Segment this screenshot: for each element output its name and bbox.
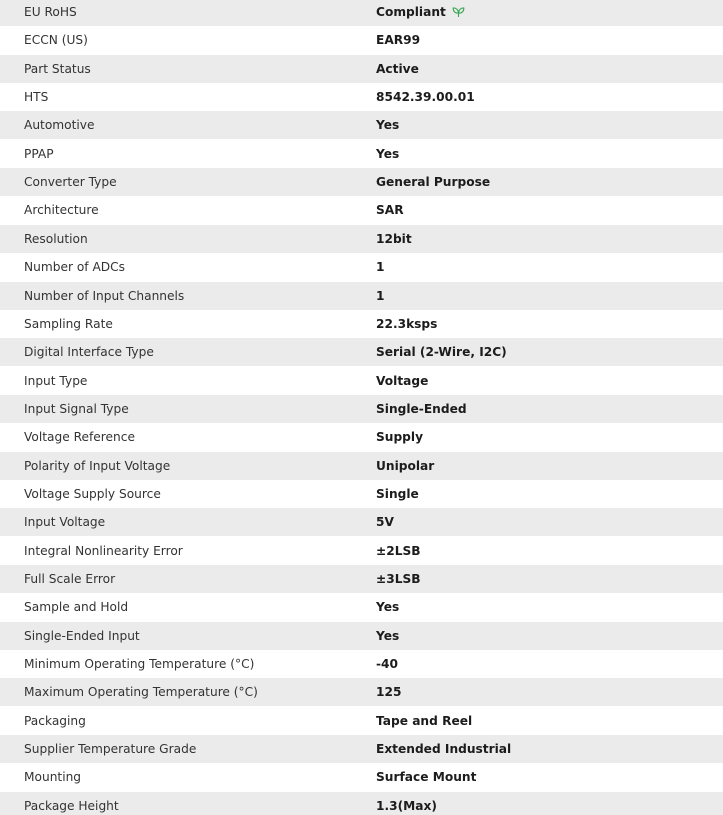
spec-name: Polarity of Input Voltage bbox=[24, 459, 171, 473]
spec-value-text: 12bit bbox=[376, 232, 412, 246]
spec-value bbox=[376, 657, 398, 671]
spec-value bbox=[376, 175, 490, 189]
spec-value-text: 125 bbox=[376, 685, 402, 699]
spec-value bbox=[376, 600, 399, 614]
spec-value-text: -40 bbox=[376, 657, 399, 671]
spec-name: Sampling Rate bbox=[24, 317, 113, 331]
spec-value-text: Yes bbox=[376, 600, 400, 614]
spec-row bbox=[0, 367, 723, 395]
spec-value bbox=[376, 62, 419, 76]
spec-value-text: 5V bbox=[376, 515, 394, 529]
spec-value-text: General Purpose bbox=[376, 175, 491, 189]
spec-value bbox=[376, 118, 399, 132]
spec-row bbox=[0, 253, 723, 281]
spec-value bbox=[376, 515, 394, 529]
spec-name: Number of Input Channels bbox=[24, 289, 185, 303]
spec-name: Part Status bbox=[24, 62, 91, 76]
spec-value bbox=[376, 430, 423, 444]
spec-row bbox=[0, 111, 723, 139]
spec-value-text: Yes bbox=[376, 147, 400, 161]
spec-row bbox=[0, 140, 723, 168]
spec-value-text: 1 bbox=[376, 260, 385, 274]
spec-row bbox=[0, 225, 723, 253]
spec-value-text: ±2LSB bbox=[376, 544, 421, 558]
spec-name: Number of ADCs bbox=[24, 260, 126, 274]
spec-value bbox=[376, 487, 419, 501]
spec-row bbox=[0, 395, 723, 423]
spec-name: Full Scale Error bbox=[24, 572, 116, 586]
spec-value bbox=[376, 685, 401, 699]
spec-row bbox=[0, 26, 723, 54]
spec-name: Automotive bbox=[24, 118, 95, 132]
spec-row bbox=[0, 763, 723, 791]
spec-name: Sample and Hold bbox=[24, 600, 129, 614]
spec-value bbox=[376, 374, 428, 388]
spec-value bbox=[376, 260, 384, 274]
spec-row bbox=[0, 0, 723, 26]
spec-row bbox=[0, 55, 723, 83]
spec-value-text: Unipolar bbox=[376, 459, 435, 473]
spec-value bbox=[376, 33, 420, 47]
spec-value-text: 1.3(Max) bbox=[376, 799, 437, 813]
spec-value bbox=[376, 742, 511, 756]
spec-row bbox=[0, 83, 723, 111]
spec-value bbox=[376, 345, 507, 359]
spec-row bbox=[0, 480, 723, 508]
spec-name: Voltage Reference bbox=[24, 430, 135, 444]
spec-name: Minimum Operating Temperature (°C) bbox=[24, 657, 255, 671]
spec-row bbox=[0, 196, 723, 224]
spec-name: Maximum Operating Temperature (°C) bbox=[24, 685, 258, 699]
spec-value-text: Surface Mount bbox=[376, 770, 477, 784]
spec-value bbox=[376, 289, 384, 303]
spec-name: Input Voltage bbox=[24, 515, 106, 529]
spec-row bbox=[0, 310, 723, 338]
spec-name: Single-Ended Input bbox=[24, 629, 140, 643]
spec-name: Package Height bbox=[24, 799, 119, 813]
spec-row bbox=[0, 508, 723, 536]
spec-row bbox=[0, 423, 723, 451]
spec-value-text: 22.3ksps bbox=[376, 317, 438, 331]
spec-name: Input Signal Type bbox=[24, 402, 129, 416]
spec-value-text: 1 bbox=[376, 289, 385, 303]
spec-name: Architecture bbox=[24, 203, 99, 217]
spec-name: PPAP bbox=[24, 147, 54, 161]
spec-name: ECCN (US) bbox=[24, 33, 88, 47]
spec-value bbox=[376, 799, 437, 813]
spec-row bbox=[0, 735, 723, 763]
spec-name: Supplier Temperature Grade bbox=[24, 742, 197, 756]
spec-name: Resolution bbox=[24, 232, 88, 246]
spec-row bbox=[0, 452, 723, 480]
spec-value bbox=[376, 544, 421, 558]
spec-row bbox=[0, 678, 723, 706]
spec-row bbox=[0, 168, 723, 196]
spec-value bbox=[376, 90, 475, 104]
spec-name: Converter Type bbox=[24, 175, 117, 189]
spec-row bbox=[0, 593, 723, 621]
spec-name: Input Type bbox=[24, 374, 88, 388]
spec-value-text: Single bbox=[376, 487, 419, 501]
spec-value bbox=[376, 5, 465, 19]
spec-value-text: 8542.39.00.01 bbox=[376, 90, 475, 104]
spec-value-text: Yes bbox=[376, 118, 400, 132]
spec-value-text: Yes bbox=[376, 629, 400, 643]
spec-value bbox=[376, 714, 472, 728]
spec-value bbox=[376, 147, 399, 161]
spec-row bbox=[0, 565, 723, 593]
spec-value-text: ±3LSB bbox=[376, 572, 421, 586]
spec-value-text: Compliant bbox=[376, 5, 446, 19]
spec-row bbox=[0, 282, 723, 310]
spec-name: Mounting bbox=[24, 770, 82, 784]
spec-value-text: Serial (2-Wire, I2C) bbox=[376, 345, 507, 359]
leaf-icon bbox=[452, 6, 465, 18]
spec-value-text: Voltage bbox=[376, 374, 429, 388]
spec-value-text: Supply bbox=[376, 430, 424, 444]
spec-row bbox=[0, 537, 723, 565]
spec-value-text: Tape and Reel bbox=[376, 714, 473, 728]
spec-value bbox=[376, 572, 421, 586]
spec-value bbox=[376, 317, 437, 331]
spec-row bbox=[0, 650, 723, 678]
spec-value-text: SAR bbox=[376, 203, 404, 217]
spec-value-text: EAR99 bbox=[376, 33, 421, 47]
spec-value-text: Single-Ended bbox=[376, 402, 467, 416]
spec-value bbox=[376, 629, 399, 643]
spec-name: Packaging bbox=[24, 714, 86, 728]
spec-value-text: Extended Industrial bbox=[376, 742, 512, 756]
spec-value bbox=[376, 770, 476, 784]
spec-name: EU RoHS bbox=[24, 5, 77, 19]
spec-value bbox=[376, 402, 467, 416]
spec-row bbox=[0, 792, 723, 815]
spec-row bbox=[0, 622, 723, 650]
spec-name: Digital Interface Type bbox=[24, 345, 154, 359]
spec-name: Integral Nonlinearity Error bbox=[24, 544, 183, 558]
spec-value bbox=[376, 232, 412, 246]
spec-value bbox=[376, 203, 404, 217]
spec-value bbox=[376, 459, 434, 473]
spec-row bbox=[0, 338, 723, 366]
spec-row bbox=[0, 707, 723, 735]
spec-value-text: Active bbox=[376, 62, 419, 76]
spec-name: HTS bbox=[24, 90, 49, 104]
spec-name: Voltage Supply Source bbox=[24, 487, 161, 501]
